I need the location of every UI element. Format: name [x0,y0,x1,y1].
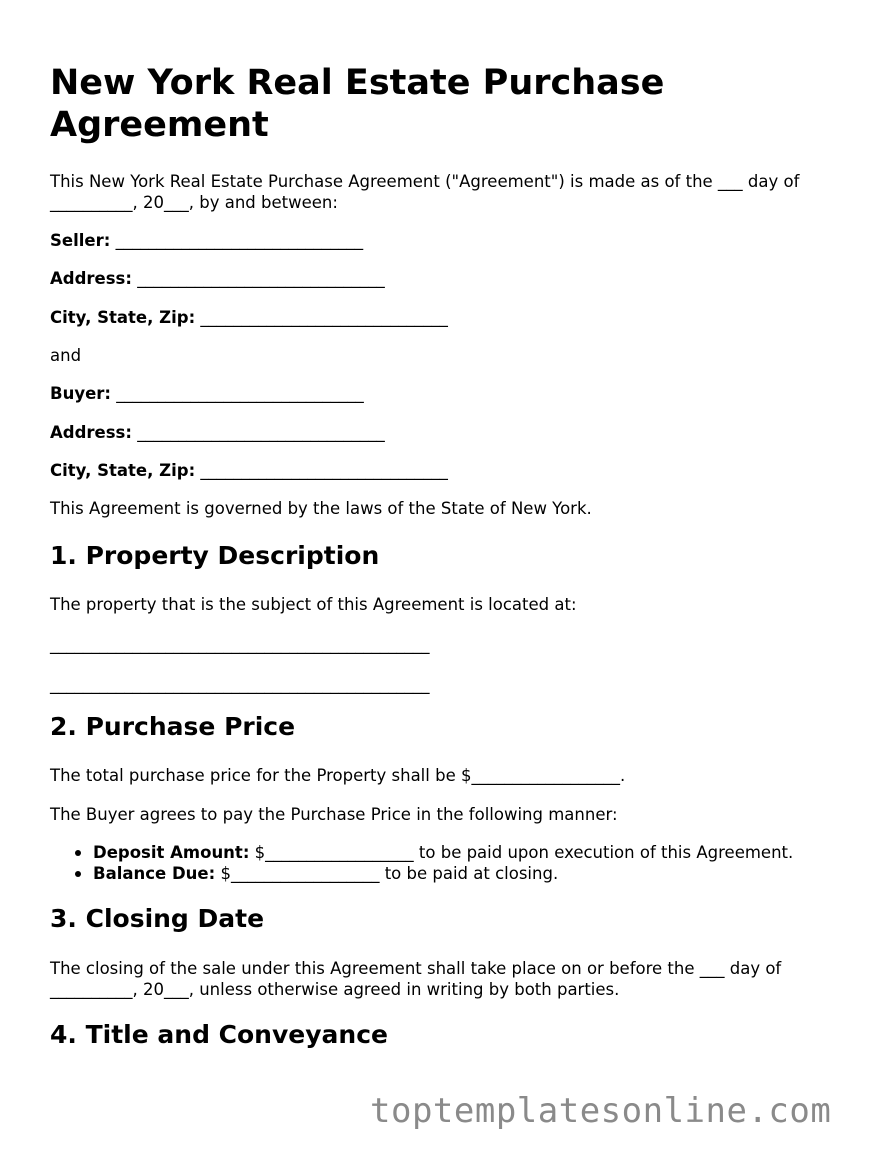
closing-date-text: The closing of the sale under this Agreement shall take place on or before the ___ day of __________, 20___, unless otherwise agreed in writing by both parties. [50,959,782,999]
seller-csz-blank: ______________________________ [200,308,448,327]
property-address-line-1: ______________________________________________ [50,635,430,654]
buyer-name-blank: ______________________________ [116,384,364,403]
seller-address-field [50,268,385,289]
section-1-heading: 1. Property Description [50,541,380,570]
buyer-address-field [50,422,385,443]
section-4-heading: 4. Title and Conveyance [50,1020,388,1049]
list-item [93,863,793,884]
buyer-name-label: Buyer: [50,384,112,403]
buyer-address-blank: ______________________________ [137,423,385,442]
purchase-price-text: The total purchase price for the Property shall be $__________________. [50,766,626,785]
list-item [93,842,793,863]
property-address-line-2: ______________________________________________ [50,675,430,694]
seller-csz-label: City, State, Zip: [50,308,196,327]
payment-terms-list [50,842,793,884]
deposit-amount-text: $__________________ to be paid upon execution of this Agreement. [249,843,794,862]
seller-name-blank: ______________________________ [115,231,364,250]
intro-paragraph: This New York Real Estate Purchase Agreement ("Agreement") is made as of the ___ day of __________, 20___, by and between: [50,172,800,212]
section-1-text: The property that is the subject of this Agreement is located at: [50,595,577,614]
seller-address-label: Address: [50,269,132,288]
seller-name-label: Seller: [50,231,111,250]
seller-name-field [50,230,363,251]
buyer-csz-label: City, State, Zip: [50,461,196,480]
seller-csz-field [50,307,448,328]
buyer-address-label: Address: [50,423,132,442]
buyer-csz-field [50,460,448,481]
seller-address-blank: ______________________________ [137,269,385,288]
balance-due-text: $__________________ to be paid at closing. [215,864,559,883]
buyer-name-field [50,383,364,404]
watermark: toptemplatesonline.com [370,1091,832,1131]
document-title: New York Real Estate Purchase Agreement [50,63,665,145]
payment-manner-text: The Buyer agrees to pay the Purchase Price in the following manner: [50,805,618,824]
buyer-csz-blank: ______________________________ [200,461,448,480]
section-3-heading: 3. Closing Date [50,904,265,933]
deposit-amount-label: Deposit Amount: [93,843,250,862]
balance-due-label: Balance Due: [93,864,216,883]
section-2-heading: 2. Purchase Price [50,712,296,741]
governing-law-text: This Agreement is governed by the laws of the State of New York. [50,499,592,518]
and-text: and [50,346,82,365]
